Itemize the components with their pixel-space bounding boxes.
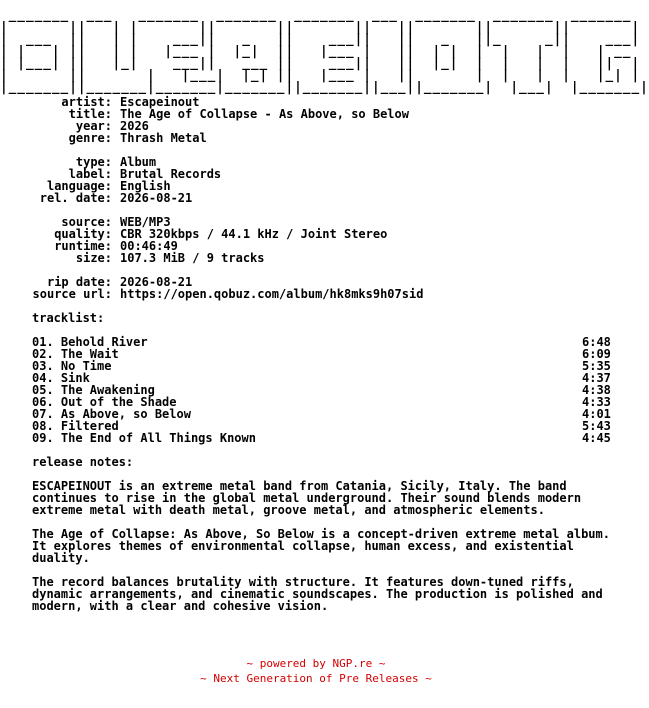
info-rel-date <box>0 192 632 204</box>
track-title: 02. The Wait <box>32 347 119 361</box>
info-runtime-value: 00:46:49 <box>120 239 178 253</box>
info-rip-date-key: rip date: <box>46 275 112 289</box>
release-notes-paragraph: ESCAPEINOUT is an extreme metal band from Catania, Sicily, Italy. The band continues to rise in the global metal underground. Their sound blends modern extreme metal with death metal, groove metal, and atmospheric elements. <box>32 479 582 517</box>
track-row <box>0 432 632 444</box>
track-duration: 6:09 <box>582 347 611 361</box>
track-title: 08. Filtered <box>32 419 119 433</box>
track-title: 05. The Awakening <box>32 383 155 397</box>
info-source-url-value[interactable]: https://open.qobuz.com/album/hk8mks9h07sid <box>120 287 424 301</box>
info-year-value: 2026 <box>120 119 149 133</box>
track-duration: 5:43 <box>582 419 611 433</box>
info-source-url-key: source url: <box>32 287 112 301</box>
track-title: 07. As Above, so Below <box>32 407 191 421</box>
info-genre-value: Thrash Metal <box>120 131 207 145</box>
footer-powered-by[interactable]: ~ powered by NGP.re ~ <box>246 657 386 670</box>
info-source-url <box>0 288 632 300</box>
info-genre-key: genre: <box>68 131 112 145</box>
track-duration: 4:33 <box>582 395 611 409</box>
track-duration: 4:01 <box>582 407 611 421</box>
info-label-key: label: <box>68 167 112 181</box>
track-duration: 4:38 <box>582 383 611 397</box>
track-title: 01. Behold River <box>32 335 148 349</box>
info-artist-value: Escapeinout <box>120 95 200 109</box>
release-notes-paragraph: The record balances brutality with structure. It features down-tuned riffs, dynamic arrangements, and cinematic soundscapes. The production is polished and modern, with a clear and cohesive vision. <box>32 575 603 613</box>
info-rel-date-key: rel. date: <box>39 191 112 205</box>
track-duration: 6:48 <box>582 335 611 349</box>
info-artist-key: artist: <box>61 95 112 109</box>
info-size-value: 107.3 MiB / 9 tracks <box>120 251 265 265</box>
info-year-key: year: <box>75 119 112 133</box>
release-notes-heading: release notes: <box>32 455 134 469</box>
track-title: 03. No Time <box>32 359 112 373</box>
info-quality-key: quality: <box>54 227 112 241</box>
nfo-document <box>0 8 649 613</box>
info-source-value: WEB/MP3 <box>120 215 171 229</box>
info-label-value: Brutal Records <box>120 167 222 181</box>
release-notes-paragraph: The Age of Collapse: As Above, So Below is a concept-driven extreme metal album. It explores themes of environmental collapse, human excess, and existential duality. <box>32 527 610 565</box>
info-size <box>0 252 632 264</box>
tracklist-heading: tracklist: <box>32 311 105 325</box>
info-type-key: type: <box>75 155 112 169</box>
track-title: 04. Sink <box>32 371 90 385</box>
info-source-key: source: <box>61 215 112 229</box>
info-language-key: language: <box>46 179 112 193</box>
info-rel-date-value: 2026-08-21 <box>120 191 193 205</box>
info-quality-value: CBR 320kbps / 44.1 kHz / Joint Stereo <box>120 227 388 241</box>
info-genre <box>0 132 632 144</box>
info-runtime-key: runtime: <box>54 239 112 253</box>
info-language-value: English <box>120 179 171 193</box>
track-title: 06. Out of the Shade <box>32 395 177 409</box>
track-duration: 5:35 <box>582 359 611 373</box>
footer-tagline: ~ Next Generation of Pre Releases ~ <box>200 672 432 685</box>
ascii-logo: _______ ___ _______ _______ _______ ___ _______ _______ _______ | || | | || || || || || || | | ___ || | | ___|| _ || ___|| || _ ||_ _|| ___| | | | || | | |___ | |_| || |___ | || | | | | | | | __ | |___| || |_| ___|| ___ || ___|| || |_| | | | | || | | || | |___| |_| || |___ | || | | | | |_| | |_______||_______|_______|_______||_______||___||_______| |___| |_______| <box>0 8 649 95</box>
track-duration: 4:45 <box>582 431 611 445</box>
info-type-value: Album <box>120 155 157 169</box>
info-title-key: title: <box>68 107 112 121</box>
info-rip-date-value: 2026-08-21 <box>120 275 193 289</box>
info-title-value: The Age of Collapse - As Above, so Below <box>120 107 409 121</box>
track-row <box>0 360 632 372</box>
release-notes <box>0 480 632 612</box>
track-title: 09. The End of All Things Known <box>32 431 256 445</box>
info-size-key: size: <box>75 251 112 265</box>
track-duration: 4:37 <box>582 371 611 385</box>
